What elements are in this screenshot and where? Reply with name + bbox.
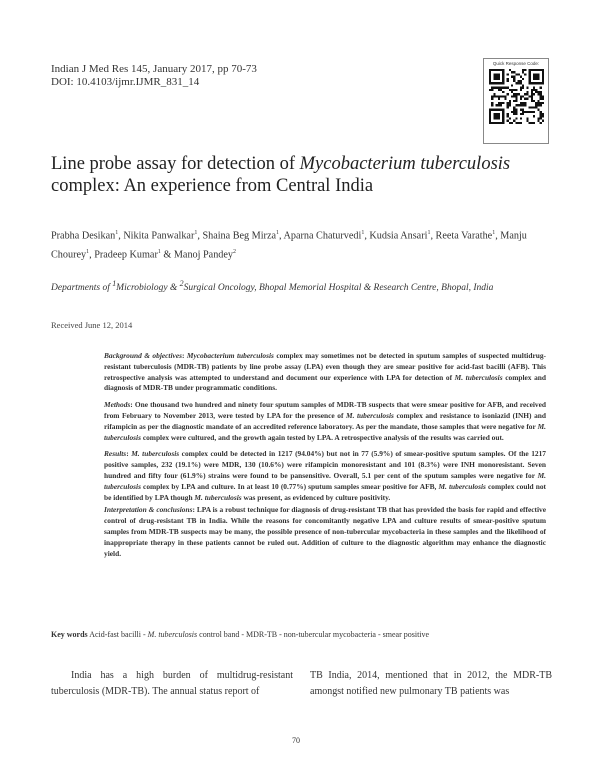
qr-code-icon bbox=[489, 69, 544, 124]
title-part2: complex: An experience from Central India bbox=[51, 176, 374, 196]
r-e: was present, as evidenced by culture positivity. bbox=[241, 492, 391, 502]
author-name: Pradeep Kumar bbox=[94, 249, 158, 261]
author-name: Reeta Varathe bbox=[435, 230, 493, 242]
author-name: Nikita Panwalkar bbox=[123, 230, 195, 242]
r-it: M. tuberculosis bbox=[131, 449, 180, 459]
bg-it: Mycobacterium tuberculosis bbox=[186, 351, 274, 360]
title-part1: Line probe assay for detection of bbox=[51, 154, 300, 174]
bg-it2: M. tuberculosis bbox=[454, 372, 503, 382]
author-name: Kudsia Ansari bbox=[369, 230, 428, 242]
author-affil-sup: 1 bbox=[86, 249, 90, 256]
author-affil-sup: 1 bbox=[194, 230, 198, 236]
bg-c: complex and diagnosis of MDR-TB under programmatic conditions. bbox=[104, 372, 546, 393]
r-b: complex could be detected in 1217 (94.04%) but not in 77 (5.9%) of smear-positive sputum samples. Of the 1217 positive samples, 232 (19.1%) were MDR, 130 (10.6%) were rifampicin monoresistant and 101 (8.3%) were INH monoresistant. Seven hundred and fifty four (61.9%) strains were found to be pansensitive. Overall, 5.1 per cent of the sputum samples were negative for bbox=[104, 449, 547, 480]
m-it2: M. tuberculosis bbox=[104, 421, 546, 442]
kw-it: M. tuberculosis bbox=[147, 630, 198, 639]
body-column-right: TB India, 2014, mentioned that in 2012, the MDR-TB amongst notified new pulmonary TB patients was bbox=[310, 670, 552, 697]
methods-head: Methods bbox=[104, 400, 131, 410]
r-it4: M. tuberculosis bbox=[194, 492, 242, 502]
author-name: Manju Chourey bbox=[51, 230, 527, 261]
author-affil-sup: 2 bbox=[233, 249, 237, 256]
i-a: : LPA is a robust technique for diagnosis of drug-resistant TB that has provided the basis for rapid and effective control of drug-resistant TB in India. While the reasons for concomitantly negative LPA and culture results of smear-positive sputum samples from MDR-TB suspects may be many, the possible presence of non-tubercular mycobacteria in these samples and the likelihood of inappropriate therapy in these patients cannot be ruled out. Addition of culture to the diagnostic algorithm may enhance the diagnostic yield. bbox=[104, 505, 547, 558]
doi: DOI: 10.4103/ijmr.IJMR_831_14 bbox=[51, 76, 200, 88]
r-d: complex could not be identified by LPA though bbox=[104, 481, 546, 502]
kw-a: Acid-fast bacilli - bbox=[87, 630, 148, 639]
author-affil-sup: 1 bbox=[492, 230, 496, 236]
citation: Indian J Med Res 145, January 2017, pp 70-73 bbox=[51, 63, 257, 75]
abstract-background bbox=[104, 351, 546, 394]
r-it2: M. tuberculosis bbox=[104, 470, 546, 491]
author-affil-sup: 1 bbox=[427, 230, 431, 236]
r-c: complex by LPA and culture. In at least 10 (0.77%) sputum samples smear positive for AFB, bbox=[140, 481, 439, 491]
interp-head: Interpretation & conclusions bbox=[104, 505, 193, 515]
author-affil-sup: 1 bbox=[115, 230, 119, 236]
m-it: M. tuberculosis bbox=[346, 410, 394, 420]
abstract-interpretation bbox=[104, 505, 546, 559]
author-name: Shaina Beg Mirza bbox=[202, 230, 276, 242]
author-name: Manoj Pandey bbox=[173, 249, 234, 261]
abstract-results bbox=[104, 449, 546, 503]
keywords bbox=[51, 630, 551, 639]
author-affil-sup: 1 bbox=[157, 249, 161, 256]
affil-prefix: Departments of bbox=[51, 283, 113, 294]
author-name: Prabha Desikan bbox=[51, 230, 116, 242]
affil-sup2: 2 bbox=[179, 279, 184, 288]
author-affil-sup: 1 bbox=[361, 230, 365, 236]
m-a: : One thousand two hundred and ninety four sputum samples of MDR-TB suspects that were smear positive for AFB, and received from February to November 2013, were tested by LPA for the presence of bbox=[104, 400, 546, 420]
m-c: complex were cultured, and the growth again tested by LPA. A retrospective analysis of the results was carried out. bbox=[140, 432, 504, 442]
results-head: Results bbox=[104, 449, 127, 459]
r-a: : bbox=[126, 449, 132, 459]
received-date: Received June 12, 2014 bbox=[51, 320, 133, 330]
qr-label: Quick Response Code: bbox=[492, 61, 540, 66]
r-it3: M. tuberculosis bbox=[438, 481, 486, 491]
body-column-left: India has a high burden of multidrug-resistant tuberculosis (MDR-TB). The annual status report of bbox=[51, 670, 293, 697]
author-affil-sup: 1 bbox=[276, 230, 279, 236]
abstract bbox=[104, 351, 546, 565]
keywords-label: Key words bbox=[51, 630, 88, 639]
affil-dept2: Surgical Oncology, Bhopal Memorial Hospital & Research Centre, Bhopal, India bbox=[183, 283, 494, 294]
abstract-methods bbox=[104, 400, 546, 443]
bg-b: complex may sometimes not be detected in sputum samples of suspected multidrug-resistant tuberculosis (MDR-TB) patients by line probe assay (LPA) even though they are smear positive for acid-fast bacilli (AFB). This retrospective analysis was attempted to understand and document our experience with LPA for detection of bbox=[104, 351, 546, 382]
author-name: Aparna Chaturvedi bbox=[283, 230, 362, 242]
page-number: 70 bbox=[292, 736, 300, 745]
affil-sup1: 1 bbox=[112, 279, 117, 288]
article-title bbox=[51, 153, 551, 197]
bg-a: : bbox=[181, 351, 187, 360]
affil-dept1: Microbiology & bbox=[116, 283, 180, 294]
journal-header bbox=[51, 63, 257, 89]
background-head: Background & objectives bbox=[104, 351, 182, 360]
kw-b: control band - MDR-TB - non-tubercular mycobacteria - smear positive bbox=[197, 630, 430, 639]
affiliation bbox=[51, 279, 551, 293]
title-organism: Mycobacterium tuberculosis bbox=[299, 154, 511, 174]
m-b: complex and resistance to isoniazid (INH) and rifampicin as per the diagnostic mandate of an accredited reference laboratory. As per the mandate, those samples that were negative for bbox=[104, 410, 546, 431]
author-list: Prabha Desikan$^1$, Nikita Panwalkar$^1$, Shaina Beg Mirza$^1$, Aparna Chaturvedi$^1$, Kudsia Ansari$^1$, Reeta Varathe$^1$, Manju Chourey$^1$, Pradeep Kumar$^1$ & Manoj Pandey$^2$ bbox=[51, 230, 527, 261]
qr-code-box bbox=[483, 58, 549, 144]
